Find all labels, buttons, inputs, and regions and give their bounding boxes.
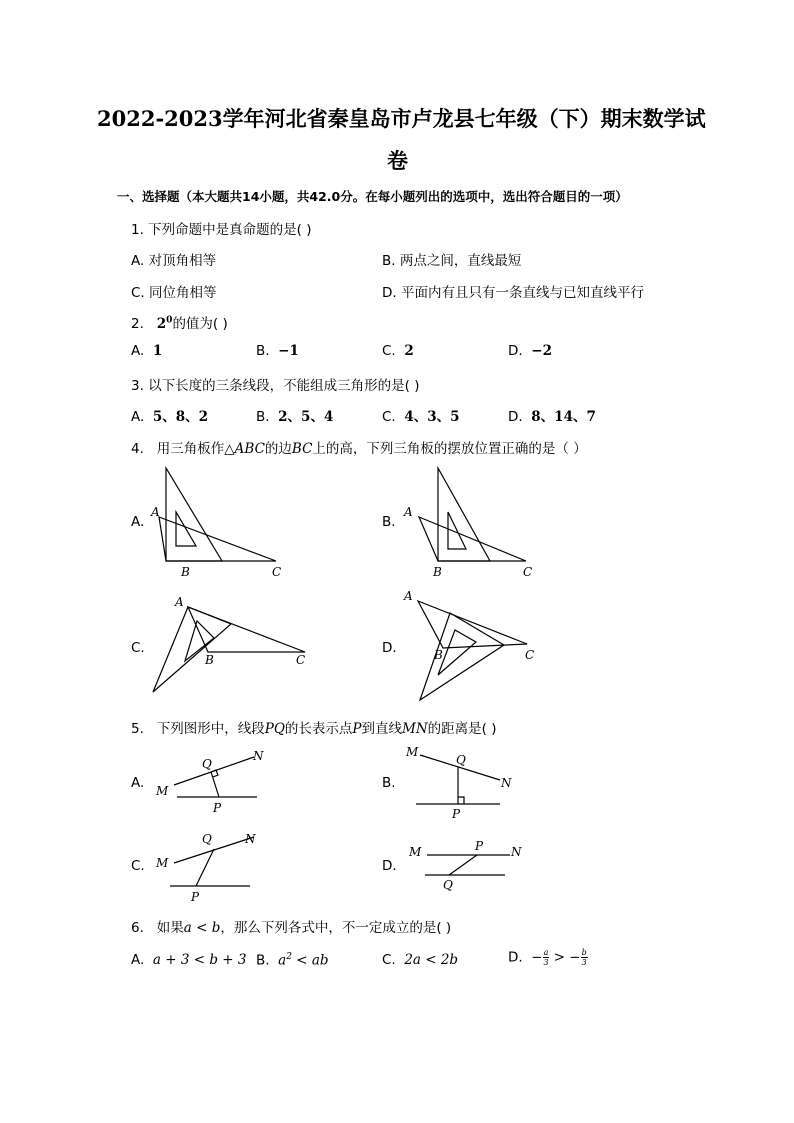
q3-option-b: B. 2、5、4 [256,409,334,425]
q1-option-b: B. 两点之间，直线最短 [382,253,522,269]
svg-text:N: N [253,749,264,763]
svg-text:M: M [156,784,169,798]
q3-option-c: C. 4、3、5 [382,409,460,425]
label-c: C [523,565,533,579]
q4-figure-b [398,462,548,582]
svg-text:P: P [213,801,222,815]
label-b: B [433,565,442,579]
q6-option-a: A. a + 3 < b + 3 [131,952,247,968]
label-a: A [175,595,184,609]
page-title-continued: 卷 [387,148,408,173]
q6-option-c: C. 2a < 2b [382,952,459,968]
q5-option-b-label: B. [382,775,396,791]
label-c: C [296,653,306,667]
q1-option-a: A. 对顶角相等 [131,253,217,269]
q5-figure-c [150,828,275,906]
question-2 [131,312,228,332]
svg-text:N: N [245,832,256,846]
q4-option-b-label: B. [382,514,396,530]
q2-option-a: A. 1 [131,343,163,359]
q5-option-a-label: A. [131,775,145,791]
svg-text:M: M [409,845,422,859]
label-b: B [434,648,443,662]
q3-option-d: D. 8、14、7 [508,409,596,425]
svg-text:N: N [501,776,512,790]
svg-text:N: N [511,845,522,859]
q6-option-d: D. − $\frac{a}{3}$ > − $\frac{b}{3}$ [508,948,587,967]
question-4: 4. 用三角板作△ABC的边BC上的高，下列三角板的摆放位置正确的是（ ） [131,441,587,457]
svg-text:P: P [475,839,484,853]
page-title: 2022-2023学年河北省秦皇岛市卢龙县七年级（下）期末数学试 [97,106,706,131]
q4-option-a-label: A. [131,514,145,530]
label-a: A [404,505,413,519]
svg-text:Q: Q [443,878,453,892]
label-c: C [525,648,535,662]
label-a: A [151,505,160,519]
q5-option-c-label: C. [131,858,145,874]
label-a: A [404,589,413,603]
question-5: 5. 下列图形中，线段PQ的长表示点P到直线MN的距离是( ) [131,721,497,737]
label-c: C [272,565,282,579]
q5-figure-b [400,740,525,820]
svg-text:P: P [191,890,200,904]
q4-figure-c [145,592,315,702]
q2-option-b: B. −1 [256,343,299,359]
q5-figure-d [405,836,530,896]
question-1: 1. 下列命题中是真命题的是( ) [131,222,312,238]
label-b: B [205,653,214,667]
q2-option-c: C. 2 [382,343,414,359]
q4-option-d-label: D. [382,640,397,656]
question-6: 6. 如果a < b，那么下列各式中，不一定成立的是( ) [131,920,452,936]
q6-option-b: B. $a^2$ < ab [256,952,329,969]
q4-option-c-label: C. [131,640,145,656]
q4-figure-d [398,588,548,703]
svg-text:M: M [156,856,169,870]
q3-option-a: A. 5、8、2 [131,409,209,425]
label-b: B [181,565,190,579]
svg-text:Q: Q [202,832,212,846]
section-header: 一、选择题（本大题共14小题，共42.0分。在每小题列出的选项中，选出符合题目的一项） [117,189,628,204]
q2-base: 2 [156,316,167,332]
q1-option-c: C. 同位角相等 [131,285,217,301]
q5-option-d-label: D. [382,858,397,874]
svg-text:Q: Q [202,757,212,771]
q4-figure-a [145,462,295,582]
q5-figure-a [150,744,275,819]
question-3: 3. 以下长度的三条线段，不能组成三角形的是( ) [131,378,420,394]
q2-number: 2. [131,316,144,332]
svg-text:Q: Q [456,753,466,767]
q2-exponent: 0 [166,315,173,326]
svg-text:P: P [452,807,461,820]
q2-tail: 的值为( ) [172,316,228,332]
q2-option-d: D. −2 [508,343,552,359]
q1-option-d: D. 平面内有且只有一条直线与已知直线平行 [382,285,644,301]
svg-text:M: M [406,745,419,759]
